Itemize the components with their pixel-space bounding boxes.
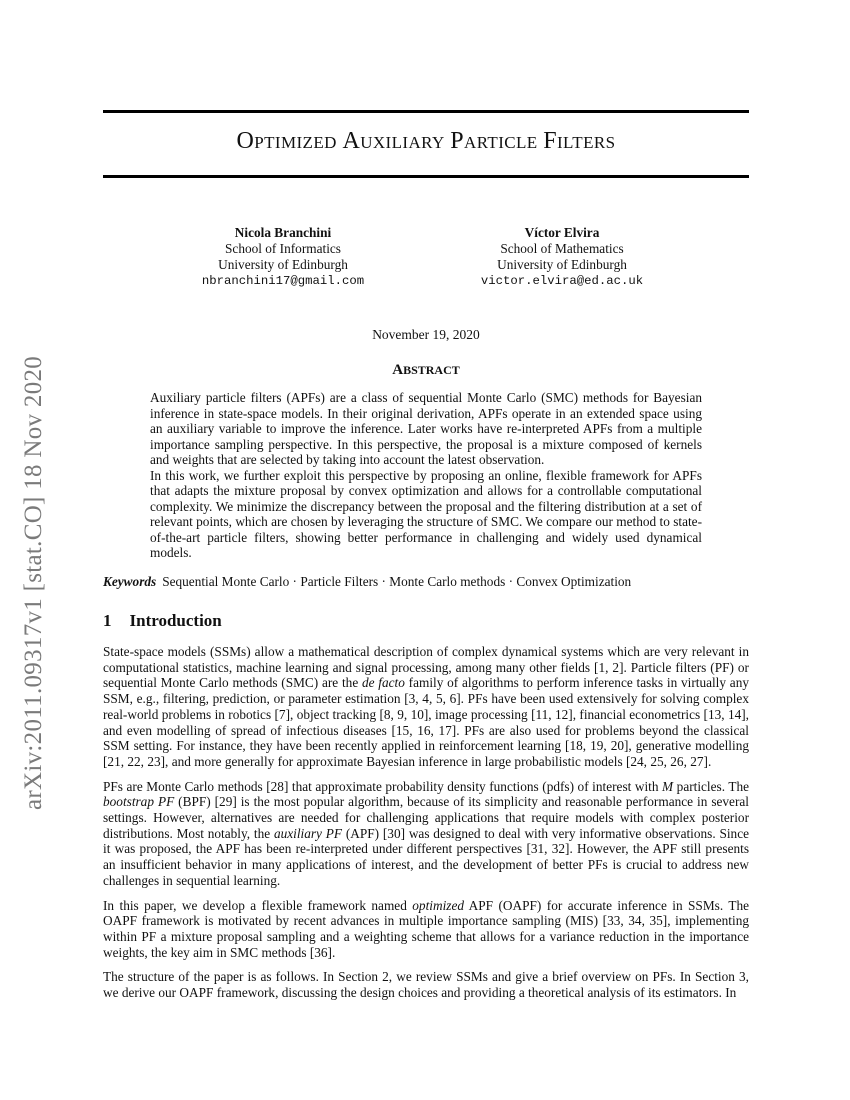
author-block-1	[163, 225, 403, 289]
math-symbol: M	[662, 778, 674, 794]
text-run: APF (OAPF) for accurate inference in SSMs. The OAPF framework is motivated by recent advances in multiple importance sampling (MIS) [33, 34, 35], implementing within PF a mixture proposal sampling and a weighting scheme that allows for a variance reduction in the importance weights, the key aim in SMC methods [36].	[103, 897, 749, 960]
title-rule-bottom	[103, 175, 749, 178]
title-word-3-cap: P	[450, 128, 465, 154]
keywords-label: Keywords	[103, 574, 157, 589]
text-run: PFs are Monte Carlo methods [28] that approximate probability density functions (pdfs) of interest with	[103, 778, 663, 794]
body-text	[103, 644, 749, 1010]
abstract-paragraph: Auxiliary particle filters (APFs) are a class of sequential Monte Carlo (SMC) methods for Bayesian inference in state-space models. In their original derivation, APFs operate in an extended space using an auxiliary variable to improve the inference. Later works have re-interpreted APFs from a multiple importance sampling perspective. In this perspective, the proposal is a mixture composed of kernels and weights that are selected by taking into account the latest observation.	[150, 390, 702, 467]
title-word-1-rest: PTIMIZED	[254, 133, 337, 152]
text-run: (APF) [30] was designed to deal with very informative observations. Since it was proposed, the APF has been re-interpreted under different perspectives [31, 32]. However, the APF still presents an insufficient behavior in many applications of interest, and the development of better PFs is crucial to address new challenges in sequential learning.	[103, 825, 750, 888]
body-paragraph-4: The structure of the paper is as follows. In Section 2, we review SSMs and give a brief overview on PFs. In Section 3, we derive our OAPF framework, discussing the design choices and providing a theoretical analysis of its estimators. In	[103, 969, 749, 1001]
emphasis: optimized	[412, 897, 464, 913]
abstract-heading-rest: BSTRACT	[403, 363, 460, 377]
title-rule-top	[103, 110, 749, 113]
author-name: Nicola Branchini	[234, 225, 332, 240]
text-run: In this paper, we develop a flexible framework named	[103, 897, 413, 913]
paper-title	[103, 128, 749, 155]
text-run: family of algorithms to perform inference tasks in virtually any SSM, e.g., filtering, prediction, or parameter estimation [3, 4, 5, 6]. PFs have been used extensively for solving complex real-world problems in robotics [7], object tracking [8, 9, 10], image processing [11, 12], financial econometrics [13, 14], and even modelling of spread of infectious diseases [15, 16, 17]. PFs are also used for problems beyond the classical SSM setting. For instance, they have been recently applied in reinforcement learning [18, 19, 20], generative modelling [21, 22, 23], and more generally for approximate Bayesian inference in large probabilistic models [24, 25, 26, 27].	[103, 675, 749, 769]
section-title: Introduction	[129, 611, 222, 630]
body-paragraph-1	[103, 644, 749, 770]
keywords-line	[103, 574, 763, 590]
abstract-body	[150, 390, 702, 561]
section-heading	[103, 611, 222, 631]
title-word-2-rest: UXILIARY	[360, 133, 445, 152]
abstract-heading-cap: A	[392, 362, 404, 378]
section-number: 1	[103, 611, 112, 630]
abstract-heading	[103, 362, 749, 379]
author-department: School of Informatics	[225, 241, 341, 256]
emphasis: de facto	[361, 675, 405, 691]
author-university: University of Edinburgh	[497, 257, 627, 272]
author-university: University of Edinburgh	[218, 257, 348, 272]
body-paragraph-3	[103, 898, 749, 961]
text-run: State-space models (SSMs) allow a mathematical description of complex dynamical systems which are very relevant in computational statistics, machine learning and signal processing, among many other fields [1, 2]. Particle filters (PF) or sequential Monte Carlo methods (SMC) are the	[103, 644, 749, 691]
title-word-3-rest: ARTICLE	[464, 133, 538, 152]
title-word-1-cap: O	[236, 128, 255, 154]
keywords-list: Sequential Monte Carlo · Particle Filters · Monte Carlo methods · Convex Optimization	[162, 574, 632, 589]
author-name: Víctor Elvira	[524, 225, 600, 240]
arxiv-identifier-stamp: arXiv:2011.09317v1 [stat.CO] 18 Nov 2020	[20, 355, 47, 810]
title-word-4-cap: F	[543, 128, 557, 154]
text-run: (BPF) [29] is the most popular algorithm, because of its simplicity and reasonable performance in several settings. However, alternatives are needed for challenging applications that require models with complex posterior distributions. Most notably, the	[103, 794, 749, 841]
author-email[interactable]: nbranchini17@gmail.com	[201, 274, 365, 288]
author-email[interactable]: victor.elvira@ed.ac.uk	[480, 274, 644, 288]
author-department: School of Mathematics	[500, 241, 624, 256]
title-word-4-rest: ILTERS	[557, 133, 616, 152]
abstract-paragraph: In this work, we further exploit this perspective by proposing an online, flexible framework for APFs that adapts the mixture proposal by convex optimization and allows for a controllable computational complexity. We minimize the discrepancy between the proposal and the filtering distribution at a set of relevant points, which are chosen by leveraging the structure of SMC. We compare our method to state-of-the-art particle filters, showing better performance in challenging and widely used dynamical models.	[150, 467, 702, 560]
title-word-2-cap: A	[342, 128, 361, 154]
publication-date: November 19, 2020	[372, 327, 480, 342]
emphasis: auxiliary PF	[273, 825, 343, 841]
emphasis: bootstrap PF	[103, 794, 175, 810]
text-run: particles. The	[673, 778, 750, 794]
body-paragraph-2	[103, 779, 749, 889]
author-block-2	[442, 225, 682, 289]
